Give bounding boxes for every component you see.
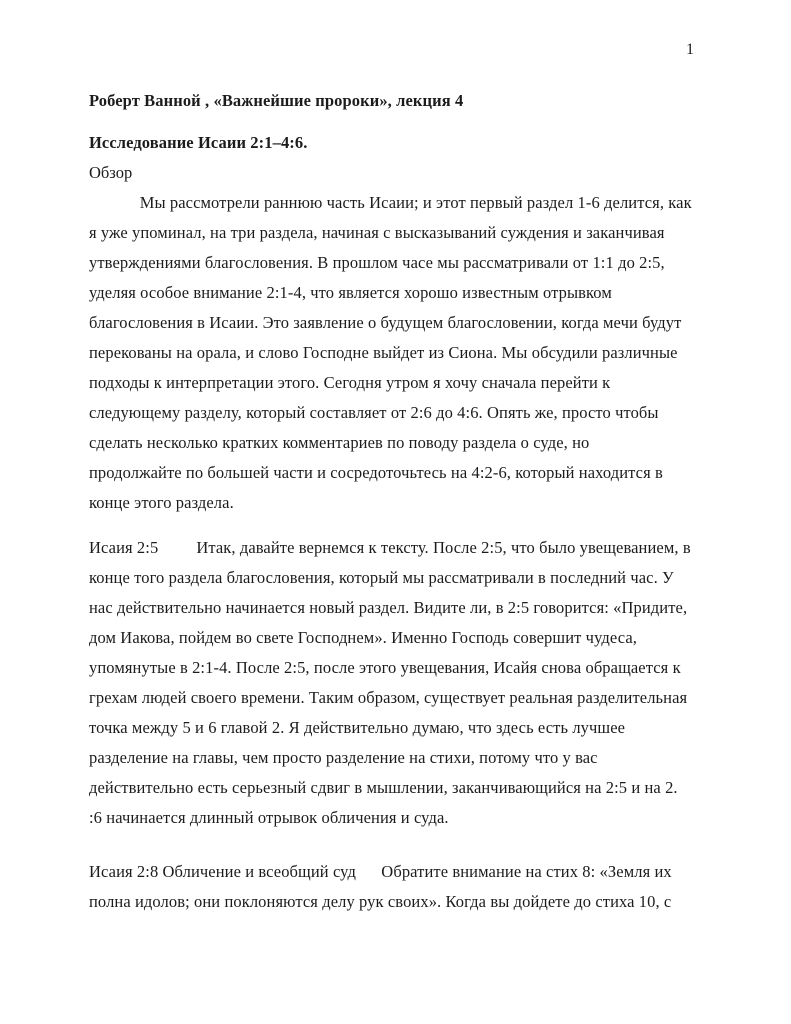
text-line: подходы к интерпретации этого. Сегодня утром я хочу сначала перейти к [89, 373, 611, 392]
paragraph-overview [89, 188, 729, 518]
text-line: сделать несколько кратких комментариев по поводу раздела о суде, но [89, 433, 590, 452]
text-line: Исаия 2:5 Итак, давайте вернемся к тексту. После 2:5, что было увещеванием, в [89, 538, 691, 557]
text-line: я уже упоминал, на три раздела, начиная с высказываний суждения и заканчивая [89, 223, 665, 242]
text-line: полна идолов; они поклоняются делу рук своих». Когда вы дойдете до стиха 10, с [89, 892, 672, 911]
text-line: действительно есть серьезный сдвиг в мышлении, заканчивающийся на 2:5 и на 2. [89, 778, 678, 797]
text-line: Исаия 2:8 Обличение и всеобщий суд Обратите внимание на стих 8: «Земля их [89, 862, 672, 881]
text-line: перекованы на орала, и слово Господне выйдет из Сиона. Мы обсудили различные [89, 343, 678, 362]
paragraph-isaiah-2-5 [89, 533, 729, 833]
text-line: конце того раздела благословения, который мы рассматривали в последний час. У [89, 568, 674, 587]
document-title: Роберт Ванной , «Важнейшие пророки», лекция 4 [89, 91, 464, 110]
text-line: продолжайте по большей части и сосредоточьтесь на 4:2-6, который находится в [89, 463, 663, 482]
text-line: нас действительно начинается новый раздел. Видите ли, в 2:5 говорится: «Придите, [89, 598, 688, 617]
text-line: :6 начинается длинный отрывок обличения и суда. [89, 808, 449, 827]
page-number: 1 [686, 41, 694, 58]
document-subtitle: Исследование Исаии 2:1–4:6. [89, 133, 308, 152]
text-line: Мы рассмотрели раннюю часть Исаии; и этот первый раздел 1-6 делится, как [89, 193, 692, 212]
text-line: дом Иакова, пойдем во свете Господнем». Именно Господь совершит чудеса, [89, 628, 637, 647]
text-line: благословения в Исаии. Это заявление о будущем благословении, когда мечи будут [89, 313, 682, 332]
paragraph-isaiah-2-8 [89, 857, 729, 917]
text-line: следующему разделу, который составляет от 2:6 до 4:6. Опять же, просто чтобы [89, 403, 659, 422]
text-line: разделение на главы, чем просто разделение на стихи, потому что у вас [89, 748, 598, 767]
text-line: уделяя особое внимание 2:1-4, что является хорошо известным отрывком [89, 283, 612, 302]
document-content [89, 88, 729, 917]
section-label-overview: Обзор [89, 163, 133, 182]
text-line: утверждениями благословения. В прошлом часе мы рассматривали от 1:1 до 2:5, [89, 253, 665, 272]
text-line: конце этого раздела. [89, 493, 234, 512]
text-line: точка между 5 и 6 главой 2. Я действительно думаю, что здесь есть лучшее [89, 718, 626, 737]
text-line: грехам людей своего времени. Таким образом, существует реальная разделительная [89, 688, 688, 707]
text-line: упомянутые в 2:1-4. После 2:5, после этого увещевания, Исайя снова обращается к [89, 658, 681, 677]
